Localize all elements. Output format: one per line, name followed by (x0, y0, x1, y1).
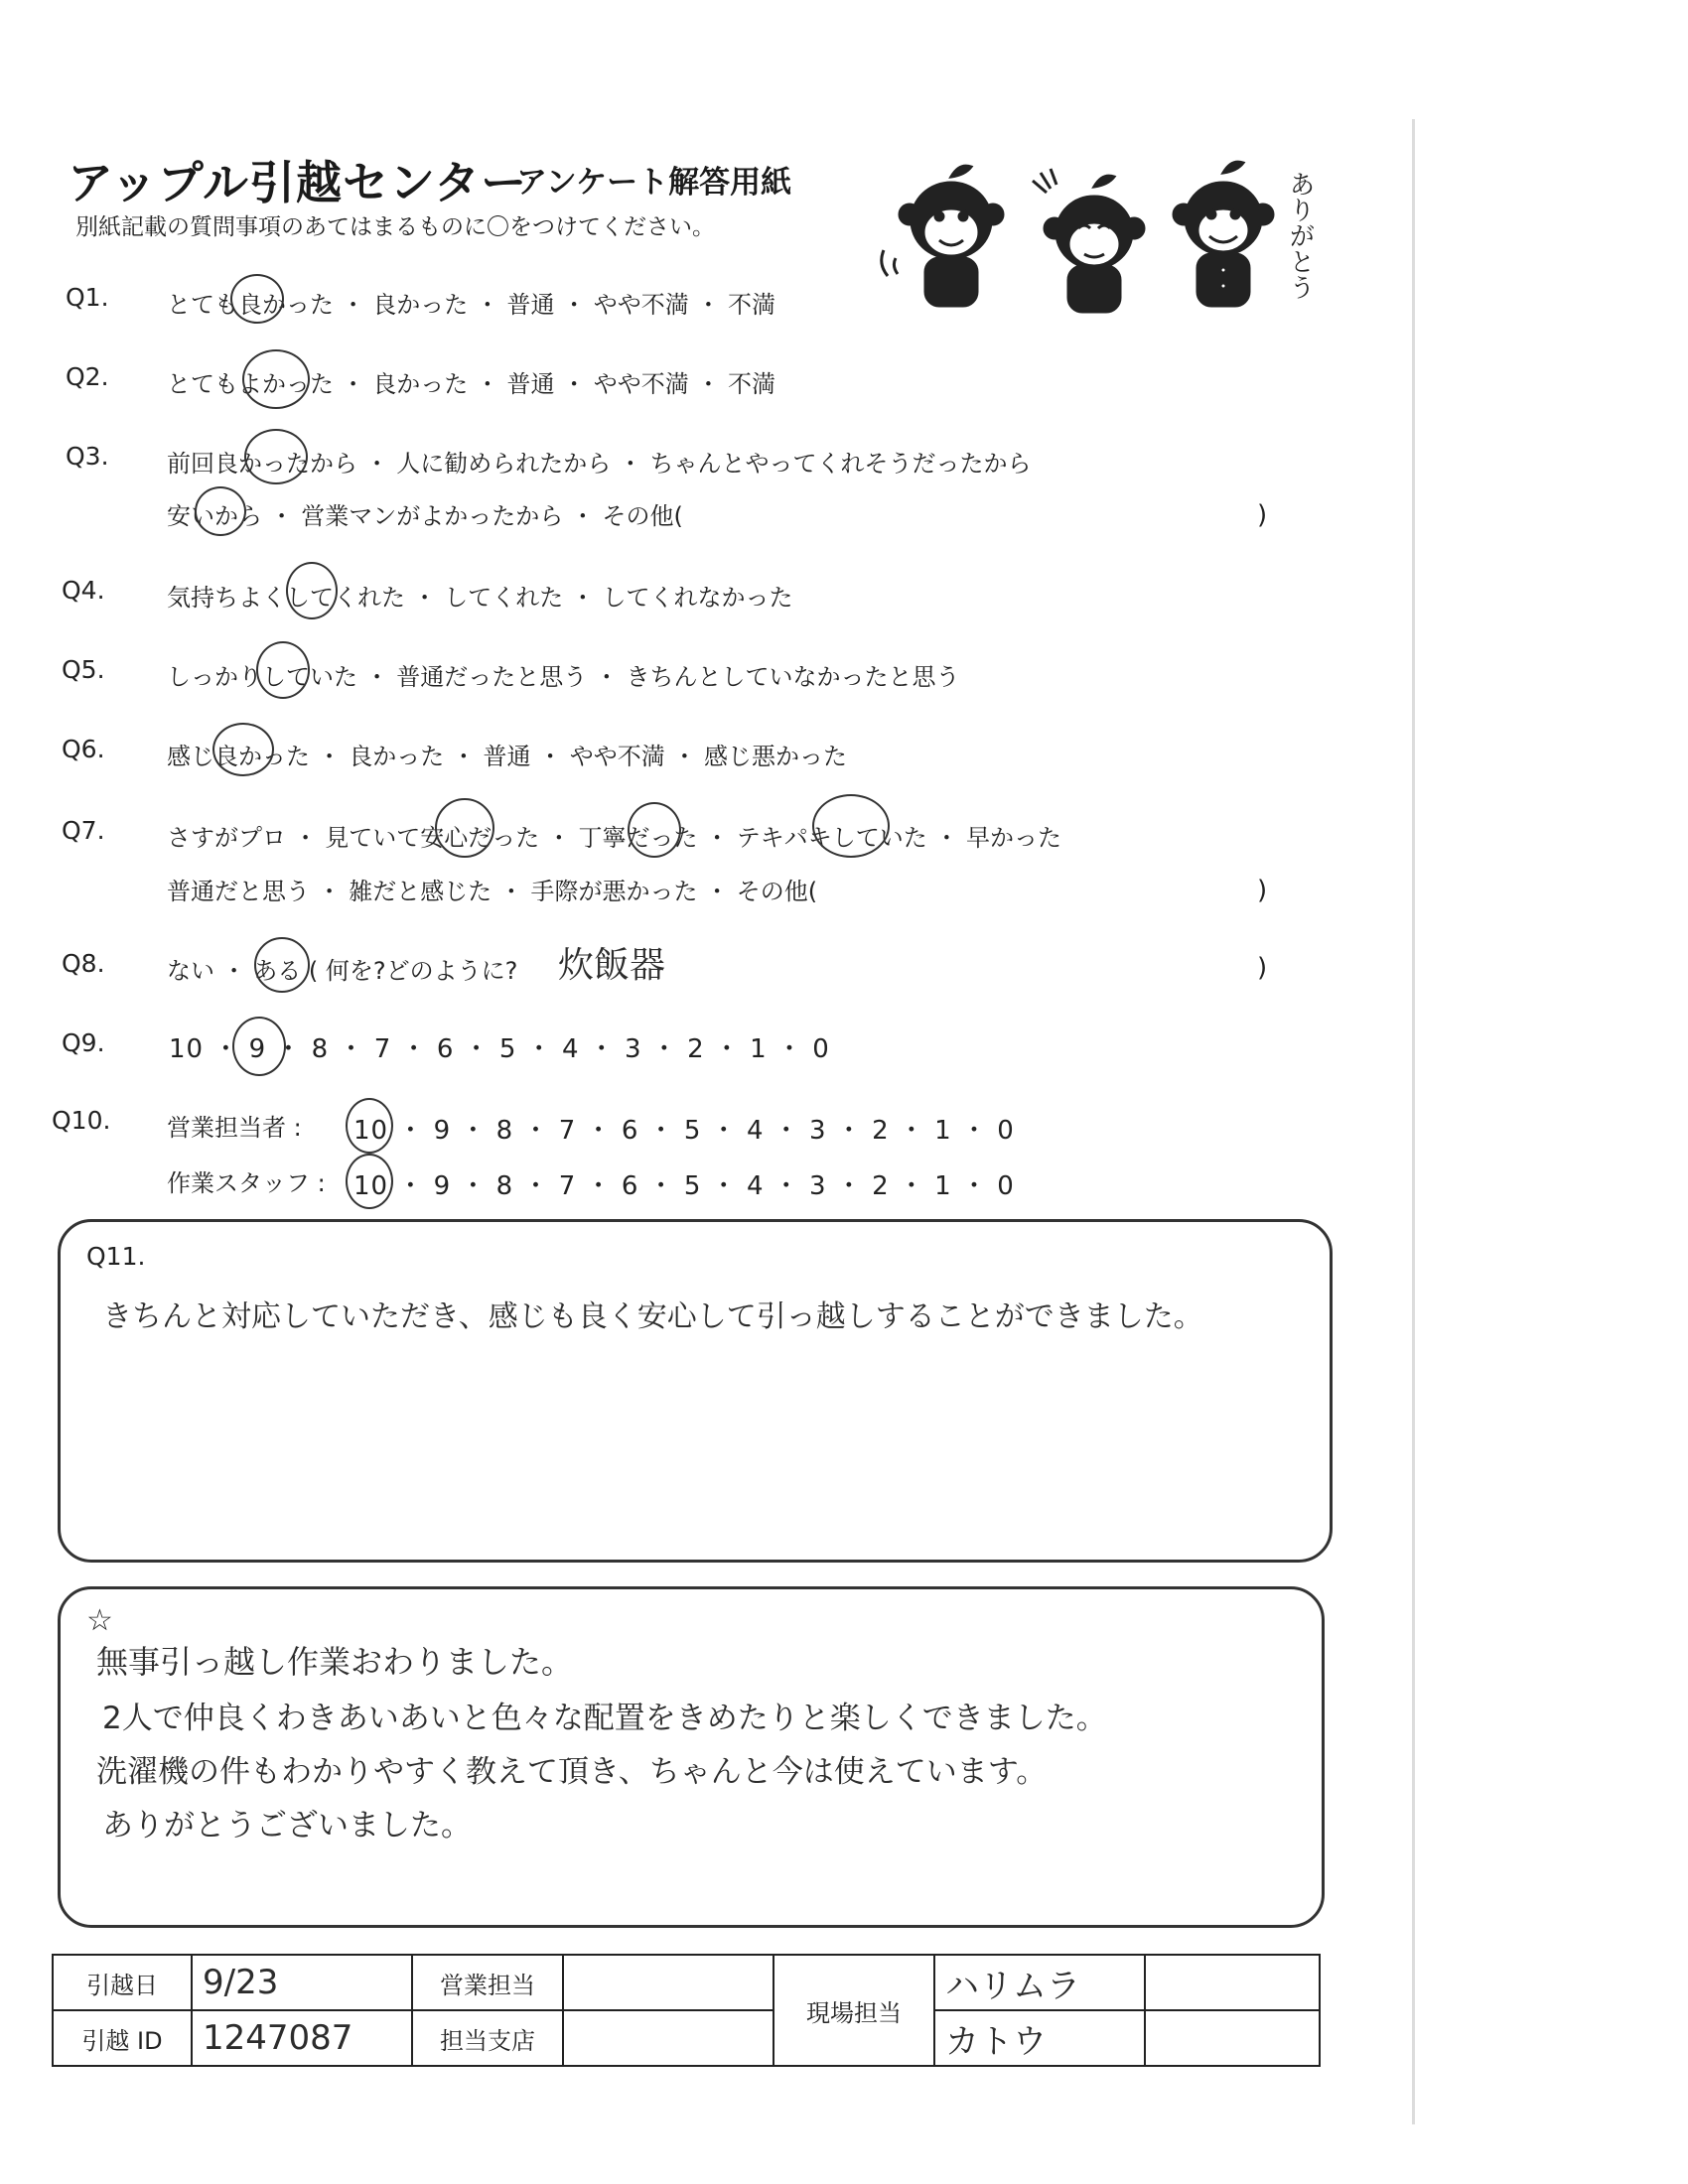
q2-options: とてもよかった ・ 良かった ・ 普通 ・ やや不満 ・ 不満 (167, 370, 776, 398)
q7-answer-circle-3 (812, 794, 890, 858)
form-subtitle: アンケート解答用紙 (516, 165, 792, 201)
page-edge (1412, 119, 1415, 2124)
q3-options-line2: 安いから ・ 営業マンがよかったから ・ その他( (167, 502, 683, 530)
move-id-value: 1247087 (203, 2018, 353, 2058)
q8-answer-handwritten: 炊飯器 (558, 945, 666, 986)
q3-answer-circle-2 (195, 486, 246, 536)
instruction-text: 別紙記載の質問事項のあてはまるものに〇をつけてください。 (75, 214, 715, 240)
move-date-label: 引越日 (53, 1955, 192, 2010)
free-comment-line-1: 無事引っ越し作業おわりました。 (96, 1643, 574, 1681)
q1-label: Q1. (66, 283, 109, 312)
q11-comment-box (58, 1219, 1333, 1563)
q7-answer-circle-2 (628, 802, 681, 858)
branch-value (563, 2010, 774, 2066)
star-icon: ☆ (86, 1603, 113, 1638)
q3-answer-circle-1 (244, 429, 308, 484)
site-staff-1-extra (1145, 1955, 1320, 2010)
q5-options: しっかりしていた ・ 普通だったと思う ・ きちんとしていなかったと思う (167, 663, 960, 691)
free-comment-box (58, 1586, 1325, 1928)
q8-answer-circle (254, 937, 310, 993)
q7-options-line1: さすがプロ ・ 見ていて安心だった ・ 丁寧だった ・ テキパキしていた ・ 早かった (167, 824, 1062, 852)
q7-close-paren: ) (1257, 876, 1268, 905)
q1-answer-circle (230, 274, 284, 324)
branch-label: 担当支店 (412, 2010, 563, 2066)
site-staff-label: 現場担当 (774, 1955, 934, 2066)
footer-info-table (52, 1954, 1321, 2067)
q5-answer-circle (256, 641, 310, 699)
q10-staff-scale: 10 ・ 9 ・ 8 ・ 7 ・ 6 ・ 5 ・ 4 ・ 3 ・ 2 ・ 1 ・ 0 (353, 1171, 1015, 1201)
q4-options: 気持ちよくしてくれた ・ してくれた ・ してくれなかった (167, 584, 793, 612)
monkey-mascots-illustration (874, 159, 1315, 333)
site-staff-2-extra (1145, 2010, 1320, 2066)
q7-answer-circle-1 (435, 798, 494, 858)
q3-close-paren: ) (1257, 500, 1268, 530)
site-staff-1-cell (934, 1955, 1145, 2010)
q8-options: ない ・ ある ( 何を?どのように? (167, 957, 518, 985)
q3-options-line1: 前回良かったから ・ 人に勧められたから ・ ちゃんとやってくれそうだったから (167, 450, 1032, 478)
free-comment-line-4: ありがとうございました。 (102, 1808, 472, 1843)
q10-staff-answer-circle (346, 1154, 393, 1209)
q9-label: Q9. (62, 1028, 105, 1057)
q10-staff-label: 作業スタッフ : (167, 1169, 326, 1197)
q10-sales-answer-circle (346, 1098, 393, 1154)
q6-label: Q6. (62, 735, 105, 763)
q1-options: とても良かった ・ 良かった ・ 普通 ・ やや不満 ・ 不満 (167, 291, 776, 319)
q10-label: Q10. (52, 1106, 111, 1135)
move-date-value: 9/23 (203, 1963, 279, 2002)
q4-label: Q4. (62, 576, 105, 605)
q5-label: Q5. (62, 655, 105, 684)
sales-rep-value (563, 1955, 774, 2010)
q8-label: Q8. (62, 949, 105, 978)
free-comment-line-3: 洗濯機の件もわかりやすく教えて頂き、ちゃんと今は使えています。 (96, 1754, 1048, 1790)
q11-label: Q11. (86, 1242, 146, 1271)
mascot-thanks-text: ありがとう (1285, 171, 1315, 300)
q6-answer-circle (212, 723, 274, 776)
move-date-cell (192, 1955, 412, 2010)
move-id-label: 引越 ID (53, 2010, 192, 2066)
q10-sales-label: 営業担当者 : (167, 1114, 302, 1142)
q11-comment-handwritten: きちんと対応していただき、感じも良く安心して引っ越しすることができました。 (102, 1299, 1203, 1334)
move-id-cell (192, 2010, 412, 2066)
q7-label: Q7. (62, 816, 105, 845)
q8-close-paren: ) (1257, 953, 1268, 983)
q6-options: 感じ良かった ・ 良かった ・ 普通 ・ やや不満 ・ 感じ悪かった (167, 743, 848, 770)
q2-label: Q2. (66, 362, 109, 391)
q2-answer-circle (242, 349, 310, 409)
site-staff-2-value: カトウ (945, 2021, 1047, 2062)
q10-sales-scale: 10 ・ 9 ・ 8 ・ 7 ・ 6 ・ 5 ・ 4 ・ 3 ・ 2 ・ 1 ・ 0 (353, 1116, 1015, 1146)
q9-scale: 10 ・ 9 ・ 8 ・ 7 ・ 6 ・ 5 ・ 4 ・ 3 ・ 2 ・ 1 ・ 0 (169, 1034, 830, 1064)
sales-rep-label: 営業担当 (412, 1955, 563, 2010)
q4-answer-circle (286, 562, 338, 619)
free-comment-line-2: 2人で仲良くわきあいあいと色々な配置をきめたりと楽しくできました。 (102, 1701, 1107, 1736)
q7-options-line2: 普通だと思う ・ 雑だと感じた ・ 手際が悪かった ・ その他( (167, 878, 818, 905)
site-staff-2-cell (934, 2010, 1145, 2066)
q9-answer-circle (232, 1017, 286, 1076)
q3-label: Q3. (66, 442, 109, 471)
site-staff-1-value: ハリムラ (945, 1966, 1080, 2006)
company-title: アップル引越センター (68, 156, 528, 209)
